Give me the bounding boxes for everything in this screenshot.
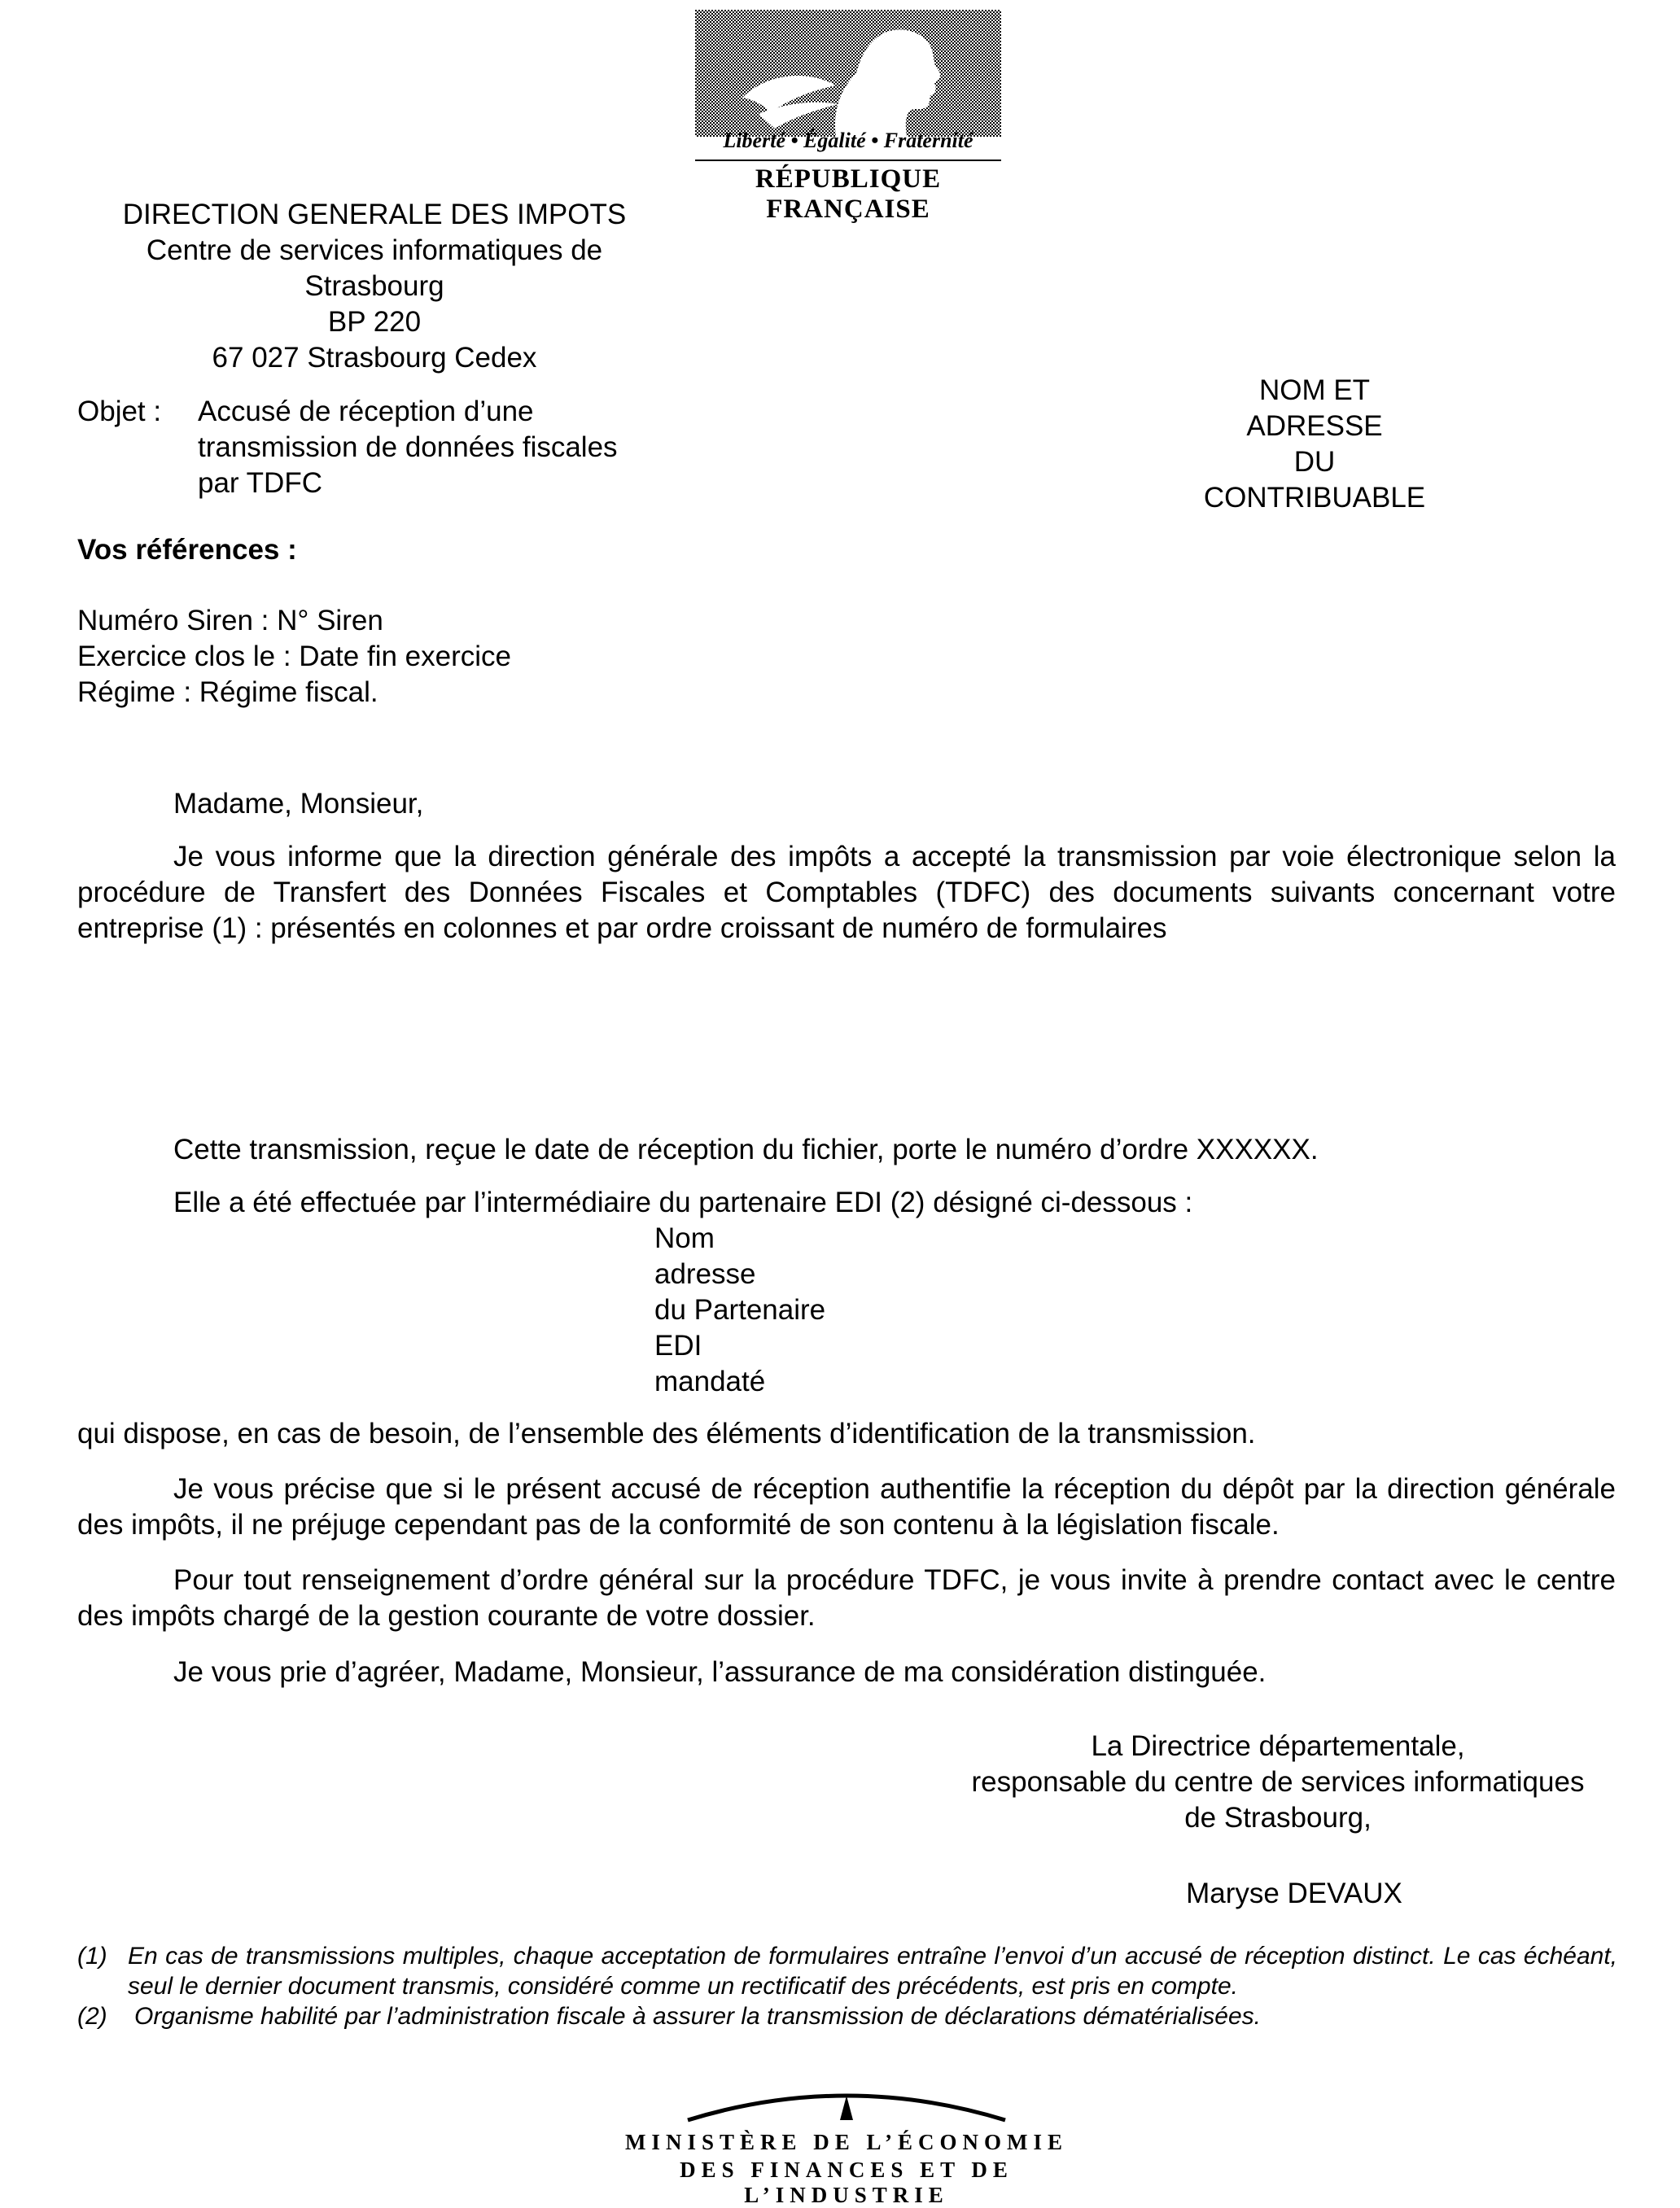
- sender-line: BP 220: [327, 306, 422, 338]
- logo-divider: [695, 160, 1001, 161]
- paragraph-closing: Je vous prie d’agréer, Madame, Monsieur, l’assurance de ma considération distinguée.: [173, 1656, 1267, 1688]
- paragraph-identification: qui dispose, en cas de besoin, de l’ensemble des éléments d’identification de la transmission.: [77, 1418, 1256, 1449]
- signatory-name: Maryse DEVAUX: [1186, 1878, 1402, 1909]
- signature-line: de Strasbourg,: [1184, 1802, 1372, 1834]
- signature-line: La Directrice départementale,: [1091, 1730, 1465, 1762]
- reference-regime: Régime : Régime fiscal.: [77, 676, 378, 708]
- footnote-marker: (1): [77, 1943, 107, 1970]
- recipient-line: ADRESSE: [1246, 410, 1383, 442]
- partner-line: mandaté: [654, 1366, 766, 1397]
- object-line: Accusé de réception d’une: [198, 396, 534, 427]
- footnote-marker: (2): [77, 2003, 107, 2030]
- partner-line: Nom: [654, 1222, 715, 1254]
- object-line: transmission de données fiscales: [198, 431, 618, 463]
- partner-line: adresse: [654, 1258, 756, 1290]
- marianne-profile-icon: [693, 8, 1003, 138]
- object-line: par TDFC: [198, 467, 322, 499]
- partner-line: du Partenaire: [654, 1294, 826, 1326]
- signature-line: responsable du centre de services informatiques: [971, 1766, 1585, 1798]
- sender-line: 67 027 Strasbourg Cedex: [212, 342, 537, 374]
- paragraph-intro: Je vous informe que la direction générale des impôts a accepté la transmission par voie électronique selon la procédure de Transfert des Données Fiscales et Comptables (TDFC) des documents suivants concernant votre entreprise (1) : présentés en colonnes et par ordre croissant de numéro de formulaires: [77, 841, 1616, 944]
- republic-text: RÉPUBLIQUE FRANÇAISE: [755, 164, 942, 224]
- paragraph-intermediary: Elle a été effectuée par l’intermédiaire du partenaire EDI (2) désigné ci-dessous :: [173, 1187, 1193, 1218]
- paragraph-contact: Pour tout renseignement d’ordre général sur la procédure TDFC, je vous invite à prendre contact avec le centre des impôts chargé de la gestion courante de votre dossier.: [77, 1564, 1616, 1632]
- salutation: Madame, Monsieur,: [173, 788, 424, 820]
- marianne-logo: [693, 8, 1003, 224]
- recipient-block: [1152, 373, 1477, 516]
- ministry-logo: [602, 2079, 1091, 2207]
- footnote-text: Organisme habilité par l’administration fiscale à assurer la transmission de déclarations dématérialisées.: [134, 2003, 1261, 2030]
- reference-siren: Numéro Siren : N° Siren: [77, 605, 383, 636]
- signature-block: [944, 1729, 1612, 1836]
- references-title: Vos références :: [77, 534, 297, 566]
- reference-exercice: Exercice clos le : Date fin exercice: [77, 641, 511, 672]
- sender-line: Strasbourg: [304, 270, 444, 302]
- ministry-arc-icon: [602, 2079, 1091, 2128]
- sender-line: DIRECTION GENERALE DES IMPOTS: [122, 199, 627, 230]
- object-text: [198, 394, 618, 501]
- sender-block: [73, 197, 676, 376]
- paragraph-conformity: Je vous précise que si le présent accusé de réception authentifie la réception du dépôt par la direction générale des impôts, il ne préjuge cependant pas de la conformité de son contenu à la législation fiscale.: [77, 1473, 1616, 1541]
- ministry-line: MINISTÈRE DE L’ÉCONOMIE: [624, 2130, 1069, 2154]
- ministry-line: DES FINANCES ET DE L’INDUSTRIE: [680, 2158, 1013, 2207]
- references-block: [77, 603, 511, 710]
- footnote-text: En cas de transmissions multiples, chaque acceptation de formulaires entraîne l’envoi d’un accusé de réception distinct. Le cas échéant, seul le dernier document transmis, considéré comme un rectificatif des précédents, est pris en compte.: [128, 1943, 1617, 2000]
- recipient-line: CONTRIBUABLE: [1203, 482, 1426, 514]
- recipient-line: DU: [1293, 446, 1336, 478]
- paragraph-transmission: Cette transmission, reçue le date de réception du fichier, porte le numéro d’ordre XXXXXX.: [173, 1134, 1319, 1165]
- recipient-line: NOM ET: [1258, 374, 1371, 406]
- partner-line: EDI: [654, 1330, 702, 1362]
- sender-line: Centre de services informatiques de: [146, 234, 603, 266]
- partner-block: [654, 1221, 825, 1400]
- object-label: Objet :: [77, 396, 162, 427]
- motto-text: Liberté • Égalité • Fraternité: [723, 129, 973, 152]
